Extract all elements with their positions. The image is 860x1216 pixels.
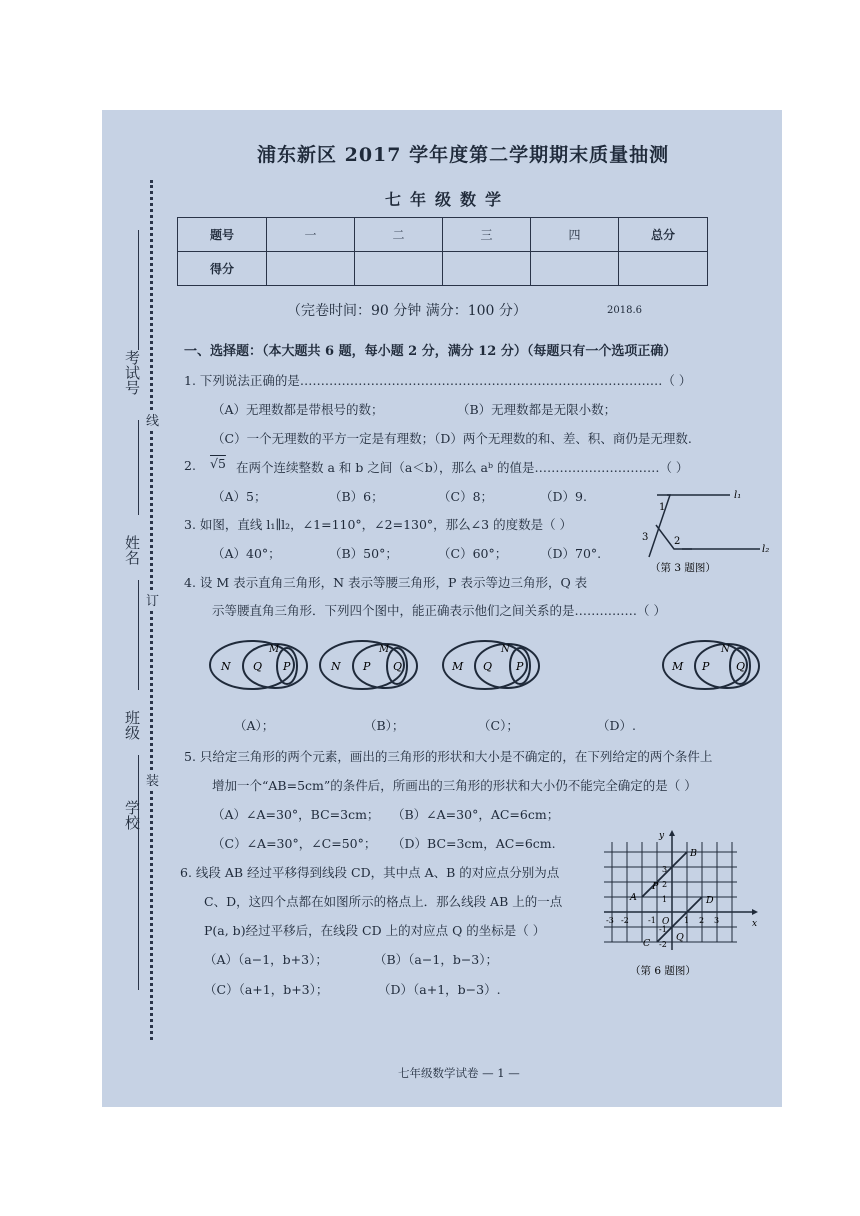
q2-option-b: （B）6； xyxy=(329,489,384,504)
exam-number-line xyxy=(138,230,139,350)
score-table xyxy=(177,217,708,286)
tick-y: -1 xyxy=(659,925,667,934)
tick-x: -3 xyxy=(606,916,614,925)
q6-figure-caption: （第 6 题图） xyxy=(630,965,696,977)
q2-option-a: （A）5； xyxy=(212,489,267,504)
score-cell: 四 xyxy=(531,218,619,252)
venn-b-label-3: M xyxy=(379,644,390,655)
tick-y: 2 xyxy=(662,880,668,889)
tick-y: 1 xyxy=(662,895,668,904)
q1-option-a: （A）无理数都是带根号的数； xyxy=(212,402,384,417)
q6-stem-line1: 6. 线段 AB 经过平移得到线段 CD，其中点 A、B 的对应点分别为点 xyxy=(180,865,560,880)
venn-b-label-1: N xyxy=(331,660,341,673)
name-label: 姓名 xyxy=(123,535,141,565)
q1-option-b: （B）无理数都是无限小数； xyxy=(457,402,617,417)
angle-2-label: 2 xyxy=(674,536,681,547)
staple-mark: 订 xyxy=(146,590,159,609)
tick-y: -2 xyxy=(659,940,667,949)
school-label: 学校 xyxy=(123,800,141,830)
q6-option-c: （C）（a+1，b+3）； xyxy=(204,982,329,997)
q3-option-c: （C）60°； xyxy=(438,546,508,561)
q6-coordinate-figure xyxy=(602,832,762,992)
x-label: x xyxy=(752,919,758,929)
q1-stem: 1. 下列说法正确的是……………………………………………………………………………（ ） xyxy=(184,373,692,388)
venn-b xyxy=(320,641,417,689)
class-label: 班级 xyxy=(123,710,141,740)
tick-x: -2 xyxy=(621,916,629,925)
tick-x: -1 xyxy=(648,916,656,925)
score-input-cell[interactable] xyxy=(619,252,708,286)
venn-c-label-4: P xyxy=(516,660,524,673)
y-label: y xyxy=(659,831,665,841)
exam-number-line-2 xyxy=(138,420,139,515)
point-b-label: B xyxy=(690,848,697,859)
score-table-score-row xyxy=(178,252,708,286)
venn-a-label-4: P xyxy=(283,660,291,673)
q2-sqrt: √5 xyxy=(210,456,226,471)
exam-title: 浦东新区 2017 学年度第二学期期末质量抽测 xyxy=(257,144,670,166)
label-l1: l₁ xyxy=(734,490,742,501)
tick-x: 3 xyxy=(714,916,720,925)
school-line xyxy=(138,850,139,990)
q2-option-d: （D）9. xyxy=(540,489,587,504)
q3-stem: 3. 如图，直线 l₁∥l₂，∠1=110°，∠2=130°，那么∠3 的度数是（ ） xyxy=(184,517,573,532)
origin-label: O xyxy=(662,917,670,927)
section-heading: 一、选择题：（本大题共 6 题，每小题 2 分，满分 12 分）（每题只有一个选项正确） xyxy=(184,344,677,359)
score-input-cell[interactable] xyxy=(267,252,355,286)
tick-x: 2 xyxy=(699,916,705,925)
angle-1-label: 1 xyxy=(659,502,666,513)
exam-subtitle: 七年级数学 xyxy=(385,190,511,209)
venn-d-label-2: P xyxy=(702,660,710,673)
exam-date: 2018.6 xyxy=(607,305,642,316)
q3-option-a: （A）40°； xyxy=(212,546,281,561)
venn-d xyxy=(663,641,759,689)
venn-d-label-3: N xyxy=(721,644,730,655)
q5-stem-line2: 增加一个“AB=5cm”的条件后，所画出的三角形的形状和大小仍不能完全确定的是（ ） xyxy=(212,778,697,793)
q2-number: 2. xyxy=(184,458,196,473)
score-cell: 得分 xyxy=(178,252,267,286)
q6-option-d: （D）（a+1，b−3）. xyxy=(378,982,501,997)
q3-option-d: （D）70°. xyxy=(540,546,602,561)
score-cell: 总分 xyxy=(619,218,708,252)
venn-d-label-1: M xyxy=(672,660,684,673)
q4-venn-diagrams xyxy=(207,635,767,695)
q2-option-c: （C）8； xyxy=(438,489,494,504)
venn-b-label-2: P xyxy=(363,660,371,673)
score-cell: 二 xyxy=(355,218,443,252)
venn-a xyxy=(210,641,307,689)
q5-option-d: （D）BC=3cm，AC=6cm. xyxy=(392,836,556,851)
venn-b-label-4: Q xyxy=(393,660,403,673)
line-mark: 线 xyxy=(146,410,159,429)
time-info: （完卷时间：90 分钟 满分：100 分） xyxy=(287,303,527,319)
score-cell: 题号 xyxy=(178,218,267,252)
binding-dotted-line xyxy=(150,180,153,1040)
segment-ab xyxy=(642,852,687,897)
q4-stem-line1: 4. 设 M 表示直角三角形，N 表示等腰三角形，P 表示等边三角形，Q 表 xyxy=(184,575,588,590)
point-p-label: P xyxy=(652,881,659,892)
angle-3-label: 3 xyxy=(642,532,649,543)
q6-option-a: （A）（a−1，b+3）； xyxy=(204,952,328,967)
point-q-label: Q xyxy=(676,932,684,943)
q5-option-a: （A）∠A=30°，BC=3cm； xyxy=(212,807,380,822)
exam-number-label: 考试号 xyxy=(123,350,141,395)
exam-paper xyxy=(102,110,782,1107)
venn-c-label-3: N xyxy=(501,644,510,655)
q5-option-b: （B）∠A=30°，AC=6cm； xyxy=(392,807,560,822)
point-a-label: A xyxy=(630,892,637,903)
q3-figure-caption: （第 3 题图） xyxy=(650,562,716,574)
q2-stem: 在两个连续整数 a 和 b 之间（a＜b），那么 aᵇ 的值是…………………………（ ） xyxy=(236,460,689,475)
venn-a-label-1: N xyxy=(221,660,231,673)
label-l2: l₂ xyxy=(762,544,770,555)
name-line xyxy=(138,580,139,690)
q4-stem-line2: 示等腰直角三角形．下列四个图中，能正确表示他们之间关系的是……………（ ） xyxy=(212,603,666,618)
x-axis-arrow-icon xyxy=(752,909,758,915)
bind-mark: 装 xyxy=(146,770,159,789)
point-c-label: C xyxy=(643,938,651,949)
venn-a-label-3: M xyxy=(269,644,280,655)
q6-stem-line2: C、D，这四个点都在如图所示的格点上．那么线段 AB 上的一点 xyxy=(204,894,563,909)
venn-c-label-1: M xyxy=(452,660,464,673)
q5-stem-line1: 5. 只给定三角形的两个元素，画出的三角形的形状和大小是不确定的，在下列给定的两个条件上 xyxy=(184,749,713,764)
q4-label-c: （C）； xyxy=(478,718,519,733)
q4-label-d: （D）. xyxy=(597,718,636,733)
venn-c-label-2: Q xyxy=(483,660,493,673)
tick-y: 3 xyxy=(662,865,668,874)
venn-d-label-4: Q xyxy=(736,660,746,673)
point-d-label: D xyxy=(706,895,714,906)
score-cell: 三 xyxy=(443,218,531,252)
q1-option-c: （C）一个无理数的平方一定是有理数；（D）两个无理数的和、差、积、商仍是无理数. xyxy=(212,431,692,446)
score-input-cell[interactable] xyxy=(355,252,443,286)
q3-figure xyxy=(622,482,772,572)
score-input-cell[interactable] xyxy=(443,252,531,286)
q5-option-c: （C）∠A=30°，∠C=50°； xyxy=(212,836,377,851)
y-axis-arrow-icon xyxy=(669,830,675,836)
q6-stem-line3: P(a, b)经过平移后，在线段 CD 上的对应点 Q 的坐标是（ ） xyxy=(204,923,546,938)
tick-x: 1 xyxy=(684,916,690,925)
venn-a-label-2: Q xyxy=(253,660,263,673)
q3-option-b: （B）50°； xyxy=(329,546,398,561)
page-footer: 七年级数学试卷 — 1 — xyxy=(398,1066,520,1080)
q4-label-b: （B）； xyxy=(364,718,405,733)
q4-label-a: （A）； xyxy=(234,718,275,733)
score-table-header-row xyxy=(178,218,708,252)
venn-c xyxy=(443,641,539,689)
score-cell: 一 xyxy=(267,218,355,252)
score-input-cell[interactable] xyxy=(531,252,619,286)
q6-option-b: （B）（a−1，b−3）； xyxy=(374,952,498,967)
grid xyxy=(604,842,737,942)
